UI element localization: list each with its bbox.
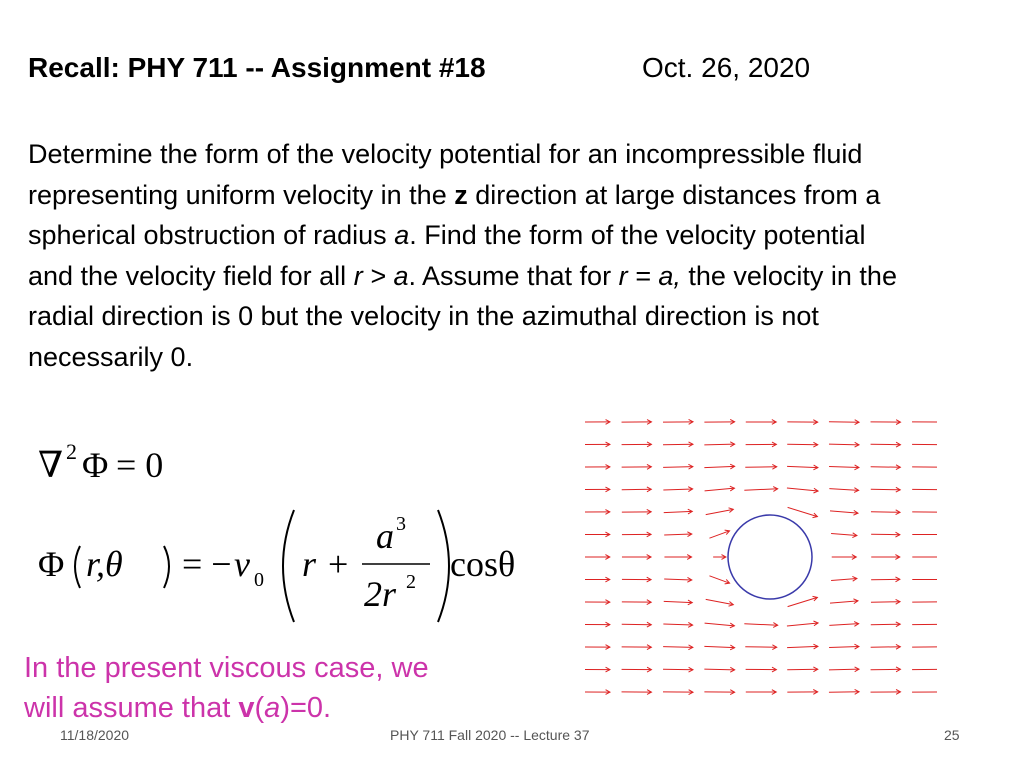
velocity-arrow — [622, 442, 652, 447]
velocity-arrow — [744, 623, 777, 628]
velocity-arrow — [912, 645, 937, 650]
velocity-arrow — [871, 465, 901, 470]
eq1-phi: Φ — [82, 445, 109, 485]
velocity-arrow — [871, 555, 900, 560]
velocity-arrow — [871, 689, 901, 694]
velocity-arrow — [871, 510, 900, 515]
velocity-arrow — [912, 510, 937, 515]
velocity-arrow — [704, 442, 734, 447]
velocity-arrow — [704, 667, 734, 672]
note-paren: ( — [254, 692, 265, 724]
problem-text-a: a — [394, 220, 410, 250]
velocity-arrow — [832, 555, 857, 560]
eq2-plus: + — [328, 544, 349, 584]
footer-page-number: 25 — [944, 727, 960, 743]
eq2-eq: = − — [182, 544, 232, 584]
velocity-arrow — [912, 622, 937, 627]
velocity-arrow — [912, 420, 937, 425]
velocity-arrow — [746, 690, 776, 695]
problem-text: . Find the form of the velocity potential and the velocity field for all — [28, 220, 866, 291]
velocity-arrow — [871, 420, 901, 425]
velocity-arrow — [664, 600, 693, 605]
problem-text: . Assume that for — [408, 260, 619, 291]
velocity-arrow — [622, 532, 651, 537]
velocity-arrow — [709, 530, 729, 538]
velocity-arrow — [787, 644, 818, 649]
velocity-arrow — [585, 487, 610, 492]
slide-title: Recall: PHY 711 -- Assignment #18 — [28, 52, 486, 83]
velocity-arrow — [622, 555, 651, 560]
velocity-arrow — [830, 599, 858, 604]
velocity-arrow — [912, 442, 937, 447]
note-prefix: will assume that — [24, 692, 239, 724]
velocity-arrow — [829, 420, 859, 425]
velocity-arrow — [787, 488, 818, 493]
footer-lecture: PHY 711 Fall 2020 -- Lecture 37 — [390, 727, 590, 743]
velocity-arrow — [622, 645, 652, 650]
velocity-arrow — [912, 667, 937, 672]
velocity-arrow — [871, 532, 900, 537]
problem-text-r-gt-a: r > a — [353, 260, 409, 291]
velocity-arrow — [871, 599, 900, 604]
problem-text: direction at large distances from a spherical obstruction of radius — [28, 179, 881, 250]
velocity-arrow — [788, 507, 818, 517]
velocity-arrow — [829, 622, 858, 627]
problem-text-z: z — [454, 179, 468, 210]
velocity-arrow — [664, 532, 692, 537]
eq2-paren-left — [75, 546, 80, 588]
velocity-arrow — [912, 555, 937, 560]
velocity-arrow — [585, 532, 610, 537]
velocity-arrow — [912, 577, 937, 582]
note-v: v — [238, 692, 255, 724]
velocity-arrow — [664, 555, 691, 560]
velocity-arrow — [622, 600, 651, 605]
velocity-arrow — [746, 667, 777, 672]
velocity-arrow — [622, 622, 652, 627]
velocity-arrow — [585, 577, 610, 582]
velocity-arrow — [787, 420, 817, 425]
velocity-arrow — [622, 667, 652, 672]
velocity-arrow — [585, 420, 610, 425]
velocity-arrow — [829, 488, 858, 493]
eq2-big-paren-right — [438, 510, 449, 622]
velocity-arrow — [585, 465, 610, 470]
potential-equation — [36, 500, 556, 630]
velocity-arrow — [871, 487, 900, 492]
laplace-equation — [36, 433, 206, 493]
velocity-arrow — [622, 420, 652, 425]
eq2-num-pow: 3 — [396, 513, 406, 535]
velocity-arrow — [622, 690, 652, 695]
viscous-note — [24, 648, 429, 728]
velocity-arrow — [706, 508, 734, 515]
eq2-v-sub: 0 — [254, 569, 264, 591]
velocity-arrow — [746, 420, 776, 425]
velocity-arrow — [705, 486, 735, 491]
velocity-arrow — [706, 599, 734, 606]
note-line-1: In the present viscous case, we — [24, 652, 429, 684]
velocity-arrow — [871, 577, 900, 582]
velocity-arrow — [871, 622, 900, 627]
note-line-2 — [24, 688, 429, 728]
flow-field-figure — [585, 412, 937, 702]
velocity-arrow — [704, 419, 734, 424]
velocity-arrow — [746, 442, 777, 447]
velocity-arrow — [663, 487, 692, 492]
velocity-arrow — [829, 644, 859, 649]
velocity-arrow — [663, 622, 692, 627]
velocity-arrow — [871, 667, 901, 672]
velocity-arrow — [829, 442, 859, 447]
problem-text: the velocity in the radial direction is 0 but the velocity in the azimuthal direction is not necessarily 0. — [28, 260, 897, 372]
velocity-arrow — [704, 645, 734, 650]
velocity-arrow — [829, 465, 859, 470]
velocity-arrow — [664, 577, 692, 582]
velocity-arrow — [622, 464, 652, 469]
velocity-arrow — [787, 621, 818, 626]
velocity-arrow — [871, 442, 901, 447]
velocity-arrow — [585, 510, 610, 515]
velocity-arrow — [663, 442, 693, 447]
slide-date: Oct. 26, 2020 — [642, 52, 811, 83]
note-suffix: )=0. — [280, 692, 332, 724]
velocity-arrow — [585, 555, 610, 560]
eq2-den-pow: 2 — [406, 571, 416, 593]
velocity-arrow — [663, 464, 693, 469]
eq2-tail: cosθ — [450, 544, 516, 584]
velocity-arrow — [829, 667, 859, 672]
velocity-arrow — [704, 464, 734, 469]
problem-statement — [28, 134, 908, 377]
velocity-arrow — [622, 577, 651, 582]
problem-text-r-eq-a: r = a, — [618, 260, 681, 291]
velocity-arrow — [912, 690, 937, 695]
velocity-arrow — [912, 465, 937, 470]
velocity-arrow — [787, 465, 818, 470]
footer-date: 11/18/2020 — [60, 727, 130, 743]
velocity-arrow — [585, 690, 610, 695]
velocity-arrow — [705, 623, 735, 628]
velocity-arrow — [585, 622, 610, 627]
eq2-phi: Φ — [38, 544, 65, 584]
velocity-arrow — [912, 487, 937, 492]
velocity-arrow — [871, 644, 901, 649]
velocity-arrow — [585, 442, 610, 447]
velocity-arrow — [831, 533, 857, 538]
velocity-arrow — [622, 487, 652, 492]
sphere-obstruction — [728, 515, 812, 599]
velocity-arrow — [745, 464, 776, 469]
velocity-arrow — [912, 600, 937, 605]
eq2-v: v — [234, 544, 250, 584]
eq1-rhs: = 0 — [116, 445, 164, 485]
velocity-arrow — [745, 645, 776, 650]
note-a: a — [264, 692, 281, 724]
velocity-arrow — [831, 576, 857, 581]
velocity-arrow — [663, 690, 693, 695]
eq2-r: r — [302, 544, 317, 584]
eq2-paren-right — [164, 546, 169, 588]
velocity-arrow — [663, 645, 693, 650]
velocity-arrow — [787, 442, 818, 447]
velocity-arrow — [744, 487, 777, 492]
eq2-num: a — [376, 516, 394, 556]
velocity-arrow — [787, 667, 818, 672]
eq1-nabla: ∇ — [38, 445, 64, 485]
velocity-arrow — [829, 689, 859, 694]
velocity-arrow — [788, 596, 818, 606]
velocity-arrow — [585, 600, 610, 605]
velocity-arrow — [622, 509, 651, 514]
velocity-arrow — [709, 576, 729, 584]
velocity-arrow — [585, 645, 610, 650]
velocity-arrow — [663, 419, 693, 424]
problem-text: Determine the form of the velocity potential for an incompressible fluid representing uniform velocity in the — [28, 139, 863, 210]
velocity-arrow — [585, 667, 610, 672]
velocity-arrow — [704, 690, 734, 695]
eq2-big-paren-left — [283, 510, 294, 622]
eq2-args: r,θ — [86, 544, 123, 584]
eq1-power: 2 — [66, 439, 77, 464]
velocity-arrow — [664, 509, 693, 514]
velocity-arrow — [787, 690, 817, 695]
eq2-den: 2r — [364, 574, 397, 614]
velocity-arrow — [663, 667, 693, 672]
velocity-arrow — [830, 510, 858, 515]
velocity-arrow — [912, 532, 937, 537]
velocity-arrow — [713, 555, 726, 560]
